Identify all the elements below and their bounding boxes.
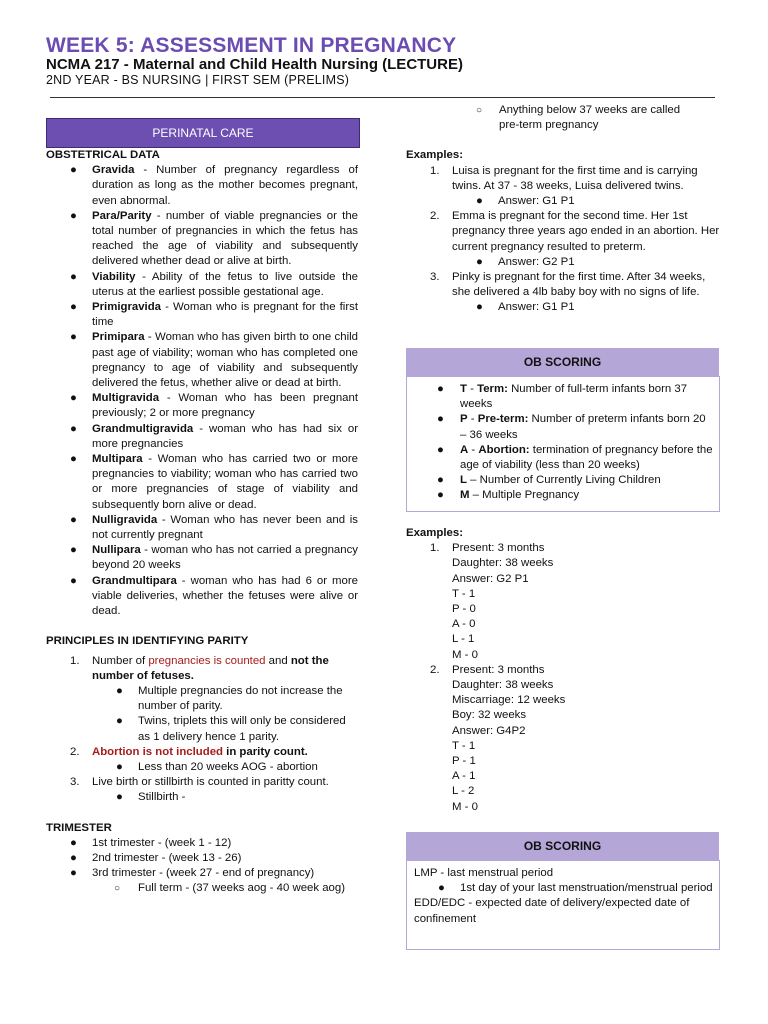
example-line: Answer: G4P2 xyxy=(452,724,526,737)
examples-2-heading: Examples: xyxy=(406,527,463,539)
page-title: WEEK 5: ASSESSMENT IN PREGNANCY xyxy=(46,34,457,57)
ob-example-2: 2. Present: 3 months Daughter: 38 weeks Miscarriage: 12 weeks Boy: 32 weeks Answer: G4P2 T - 1 P - 1 A - 1 L - 2 M - 0 xyxy=(406,663,720,815)
principle-3: 3. Live birth or stillbirth is counted in paritty count. xyxy=(70,776,329,789)
example-line: Miscarriage: 12 weeks xyxy=(452,694,566,707)
right-column-top xyxy=(406,103,720,316)
term-item: ● Nulligravida - Woman who has never been and is not currently pregnant xyxy=(70,513,358,542)
course-subtitle: 2ND YEAR - BS NURSING | FIRST SEM (PRELIMS) xyxy=(46,73,350,87)
trimester-3-sub: ○ Full term - (37 weeks aog - 40 week aog) xyxy=(114,882,346,895)
example-line: P - 0 xyxy=(452,603,476,616)
example-line: L - 2 xyxy=(452,785,475,798)
principle-1: 1. Number of pregnancies is counted and not the number of fetuses. xyxy=(70,654,329,682)
example-line: Daughter: 38 weeks xyxy=(452,679,554,692)
principle-1-sub-1: ● Multiple pregnancies do not increase the number of parity. xyxy=(116,684,343,713)
example-2-answer: ● Answer: G2 P1 xyxy=(476,255,575,268)
ob-living: ● L – Number of Currently Living Children xyxy=(437,474,661,487)
course-title: NCMA 217 - Maternal and Child Health Nursing (LECTURE) xyxy=(46,56,463,73)
principle-3-sub: ● Stillbirth - xyxy=(116,791,186,804)
principles-heading: PRINCIPLES IN IDENTIFYING PARITY xyxy=(46,635,249,648)
terms-list xyxy=(46,163,358,619)
principle-2-sub: ● Less than 20 weeks AOG - abortion xyxy=(116,760,318,773)
example-line: P - 1 xyxy=(452,755,476,768)
lmp-line: LMP - last menstrual period xyxy=(414,867,554,879)
ob-abortion: ● A - Abortion: termination of pregnancy before the age of viability (less than 20 weeks) xyxy=(437,443,713,472)
term-item: ● Multipara - Woman who has carried two or more pregnancies to viability; woman who has carried two or more pregnancies of stage of viability and subsequently born alive or dead. xyxy=(70,453,358,511)
trimester-heading: TRIMESTER xyxy=(46,821,112,834)
right-column-examples xyxy=(406,526,720,815)
examples-heading: Examples: xyxy=(406,149,463,162)
example-line: Answer: G2 P1 xyxy=(452,572,529,585)
trimester-2: ● 2nd trimester - (week 13 - 26) xyxy=(70,851,242,864)
example-line: Boy: 32 weeks xyxy=(452,709,527,722)
term-item: ● Viability - Ability of the fetus to live outside the uterus at the earliest possible gestational age. xyxy=(70,270,358,298)
ob-scoring-banner: OB SCORING xyxy=(406,348,719,376)
term-item: ● Multigravida - Woman who has been pregnant previously; 2 or more pregnancy xyxy=(70,392,358,420)
example-3-answer: ● Answer: G1 P1 xyxy=(476,301,575,314)
example-line: Daughter: 38 weeks xyxy=(452,557,554,570)
example-3: 3. Pinky is pregnant for the first time. After 34 weeks, she delivered a 4lb baby boy with no signs of life. xyxy=(430,271,706,299)
example-1-answer: ● Answer: G1 P1 xyxy=(476,195,575,208)
term-item: ● Para/Parity - number of viable pregnancies or the total number of pregnancies in which the fetus has reached the age of viability and subsequently delivered whether dead or alive at birth. xyxy=(70,209,358,268)
example-line: A - 1 xyxy=(452,770,476,783)
example-line: T - 1 xyxy=(452,739,476,752)
example-line: M - 0 xyxy=(452,800,478,813)
obstetrical-data-heading: OBSTETRICAL DATA xyxy=(46,149,160,161)
term-item: ● Nullipara - woman who has not carried a pregnancy beyond 20 weeks xyxy=(70,544,358,572)
ob-scoring-banner-2: OB SCORING xyxy=(406,832,719,860)
ob-multiple: ● M – Multiple Pregnancy xyxy=(437,489,580,502)
example-line: Present: 3 months xyxy=(452,663,545,676)
example-2: 2. Emma is pregnant for the second time. Her 1st pregnancy three years ago ended in an abortion. Her current pregnancy resulted to preterm. xyxy=(430,210,720,253)
example-line: Present: 3 months xyxy=(452,542,545,555)
example-line: L - 1 xyxy=(452,633,475,646)
preterm-note: ○ Anything below 37 weeks are called pre-term pregnancy xyxy=(476,104,681,132)
header-divider xyxy=(50,97,715,98)
edd-line: EDD/EDC - expected date of delivery/expected date of confinement xyxy=(414,897,690,925)
ob-example-1: 1. Present: 3 months Daughter: 38 weeks Answer: G2 P1 T - 1 P - 0 A - 0 L - 1 M - 0 xyxy=(406,541,720,663)
principle-1-sub-2: ● Twins, triplets this will only be considered as 1 delivery hence 1 parity. xyxy=(116,715,346,743)
lmp-sub: ● 1st day of your last menstruation/menstrual period xyxy=(438,882,713,895)
example-line: A - 0 xyxy=(452,618,476,631)
example-line: T - 1 xyxy=(452,587,476,600)
ob-scoring-box xyxy=(406,376,720,512)
term-item: ● Primigravida - Woman who is pregnant for the first time xyxy=(70,301,358,329)
term-item: ● Grandmultigravida - woman who has had six or more pregnancies xyxy=(70,422,358,450)
example-1: 1. Luisa is pregnant for the first time and is carrying twins. At 37 - 38 weeks, Luisa delivered twins. xyxy=(430,164,698,192)
trimester-1: ● 1st trimester - (week 1 - 12) xyxy=(70,836,232,849)
term-item: ● Primipara - Woman who has given birth to one child past age of viability; woman who has completed one pregnancy to age of viability and subsequently delivered the fetus, whether alive or dead at birth. xyxy=(70,331,358,390)
ob-preterm: ● P - Pre-term: Number of preterm infants born 20 – 36 weeks xyxy=(437,413,706,441)
lmp-box xyxy=(406,860,720,950)
principle-2: 2. Abortion is not included in parity count. xyxy=(70,745,308,758)
term-item: ● Gravida - Number of pregnancy regardless of duration as long as the mother becomes pregnant, even abnormal. xyxy=(70,164,358,207)
example-line: M - 0 xyxy=(452,648,478,661)
ob-term: ● T - Term: Number of full-term infants born 37 weeks xyxy=(437,383,688,411)
term-item: ● Grandmultipara - woman who has had 6 or more viable deliveries, whether the fetuses were alive or dead. xyxy=(70,574,358,618)
left-column xyxy=(46,148,358,897)
perinatal-care-banner: PERINATAL CARE xyxy=(46,118,360,148)
trimester-3: ● 3rd trimester - (week 27 - end of pregnancy) xyxy=(70,867,315,880)
